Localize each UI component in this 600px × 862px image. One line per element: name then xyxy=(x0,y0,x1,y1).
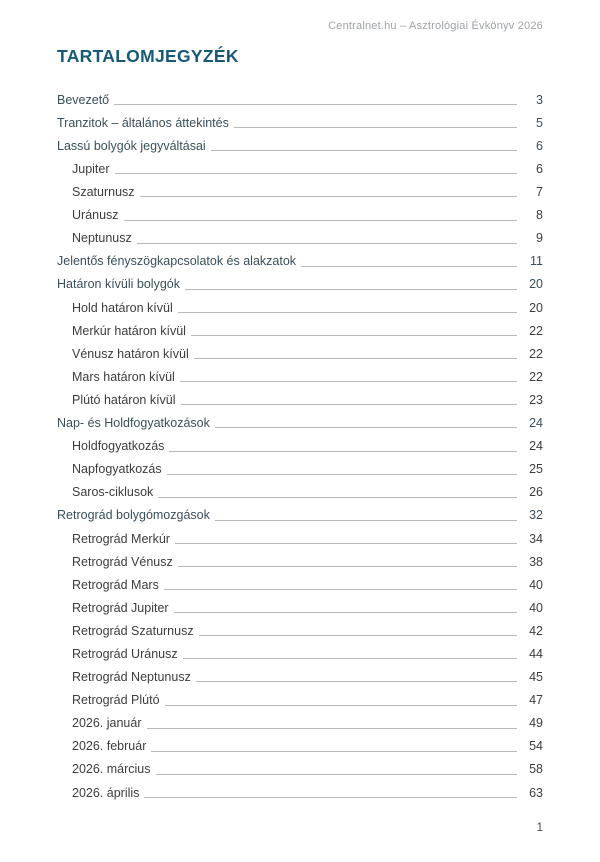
toc-page-number: 38 xyxy=(529,554,543,569)
toc-entry-label: Retrográd bolygómozgások xyxy=(57,508,210,523)
toc-leader-line xyxy=(180,381,517,382)
toc-page-number: 54 xyxy=(529,739,543,754)
toc-page-number: 22 xyxy=(529,346,543,361)
toc-entry-label: Nap- és Holdfogyatkozások xyxy=(57,416,210,431)
toc-entry[interactable] xyxy=(57,315,543,338)
toc-entry[interactable] xyxy=(57,684,543,707)
toc-leader-line xyxy=(196,681,517,682)
toc-page-number: 25 xyxy=(529,462,543,477)
toc-leader-line xyxy=(158,497,517,498)
toc-leader-line xyxy=(147,728,517,729)
running-header: Centralnet.hu – Asztrológiai Évkönyv 2026 xyxy=(328,20,543,32)
toc-entry[interactable] xyxy=(57,454,543,477)
toc-leader-line xyxy=(183,658,517,659)
toc-entry[interactable] xyxy=(57,223,543,246)
toc-entry[interactable] xyxy=(57,661,543,684)
toc-entry-label: 2026. január xyxy=(72,716,142,731)
toc-entry[interactable] xyxy=(57,777,543,800)
toc-entry[interactable] xyxy=(57,338,543,361)
page-number: 1 xyxy=(536,822,543,834)
toc-entry-label: Bevezető xyxy=(57,92,110,107)
toc-entry[interactable] xyxy=(57,708,543,731)
toc-entry-label: Retrográd Neptunusz xyxy=(72,670,191,685)
toc-entry-label: Retrográd Plútó xyxy=(72,693,160,708)
toc-entry-label: Jelentős fényszögkapcsolatok és alakzatok xyxy=(57,254,297,269)
toc-entry-label: Retrográd Mars xyxy=(72,577,159,592)
toc-leader-line xyxy=(178,566,517,567)
toc-entry[interactable] xyxy=(57,407,543,430)
toc-page-number: 8 xyxy=(536,208,543,223)
toc-entry[interactable] xyxy=(57,130,543,153)
toc-page-number: 20 xyxy=(529,277,543,292)
toc-page-number: 45 xyxy=(529,670,543,685)
toc-leader-line xyxy=(234,127,517,128)
toc-leader-line xyxy=(185,289,517,290)
toc-entry-label: Saros-ciklusok xyxy=(72,485,154,500)
toc-page-number: 22 xyxy=(529,323,543,338)
toc-entry-label: Merkúr határon kívül xyxy=(72,323,186,338)
toc-page-number: 3 xyxy=(536,92,543,107)
toc-entry[interactable] xyxy=(57,569,543,592)
toc-entry[interactable] xyxy=(57,500,543,523)
toc-leader-line xyxy=(140,196,517,197)
toc-page-number: 7 xyxy=(536,185,543,200)
toc-page-number: 6 xyxy=(536,162,543,176)
toc-entry[interactable] xyxy=(57,430,543,453)
toc-entry-label: Szaturnusz xyxy=(72,185,135,200)
toc-leader-line xyxy=(151,751,517,752)
toc-entry-label: Tranzitok – általános áttekintés xyxy=(57,115,229,130)
toc-entry[interactable] xyxy=(57,731,543,754)
toc-leader-line xyxy=(215,427,517,428)
toc-leader-line xyxy=(301,266,517,267)
toc-page-number: 26 xyxy=(529,485,543,500)
toc-entry[interactable] xyxy=(57,592,543,615)
toc-entry-label: 2026. március xyxy=(72,762,151,777)
toc-leader-line xyxy=(165,705,517,706)
toc-leader-line xyxy=(115,173,517,174)
toc-leader-line xyxy=(164,589,517,590)
toc-page-number: 40 xyxy=(529,600,543,615)
toc-leader-line xyxy=(178,312,517,313)
page-title: TARTALOMJEGYZÉK xyxy=(57,46,239,66)
toc-page-number: 6 xyxy=(536,138,543,153)
toc-entry[interactable] xyxy=(57,153,543,176)
toc-page-number: 40 xyxy=(529,577,543,592)
toc-page-number: 23 xyxy=(529,392,543,407)
toc-entry[interactable] xyxy=(57,176,543,199)
toc-entry-label: Retrográd Merkúr xyxy=(72,531,170,546)
toc-page-number: 5 xyxy=(536,115,543,130)
toc-entry-label: Napfogyatkozás xyxy=(72,462,162,477)
toc-entry-label: Retrográd Jupiter xyxy=(72,600,169,615)
toc-entry[interactable] xyxy=(57,107,543,130)
toc-entry-label: Hold határon kívül xyxy=(72,300,173,315)
toc-entry-label: Neptunusz xyxy=(72,231,132,246)
toc-entry-label: Uránusz xyxy=(72,208,119,223)
toc-entry-label: Retrográd Uránusz xyxy=(72,646,178,661)
toc-leader-line xyxy=(194,358,517,359)
toc-page-number: 34 xyxy=(529,531,543,546)
toc-entry[interactable] xyxy=(57,269,543,292)
toc-leader-line xyxy=(114,104,517,105)
toc-entry[interactable] xyxy=(57,361,543,384)
toc-entry[interactable] xyxy=(57,523,543,546)
toc-list xyxy=(57,84,543,800)
toc-leader-line xyxy=(215,520,517,521)
toc-page-number: 58 xyxy=(529,762,543,777)
toc-leader-line xyxy=(175,543,517,544)
toc-page-number: 24 xyxy=(529,416,543,431)
toc-page-number: 63 xyxy=(529,785,543,800)
toc-entry-label: Lassú bolygók jegyváltásai xyxy=(57,138,206,153)
toc-leader-line xyxy=(191,335,517,336)
toc-page-number: 24 xyxy=(529,439,543,454)
toc-entry[interactable] xyxy=(57,615,543,638)
toc-entry-label: Mars határon kívül xyxy=(72,369,175,384)
toc-entry[interactable] xyxy=(57,246,543,269)
toc-entry-label: 2026. április xyxy=(72,785,140,800)
toc-page-number: 9 xyxy=(536,231,543,246)
toc-leader-line xyxy=(169,451,517,452)
toc-entry-label: 2026. február xyxy=(72,739,147,754)
toc-page-number: 49 xyxy=(529,716,543,731)
toc-page-number: 32 xyxy=(529,508,543,523)
toc-page-number: 47 xyxy=(529,693,543,708)
toc-leader-line xyxy=(211,150,517,151)
toc-leader-line xyxy=(124,220,517,221)
toc-entry[interactable] xyxy=(57,84,543,107)
toc-entry-label: Holdfogyatkozás xyxy=(72,439,165,454)
toc-leader-line xyxy=(144,797,517,798)
toc-leader-line xyxy=(156,774,517,775)
toc-entry[interactable] xyxy=(57,477,543,500)
toc-entry[interactable] xyxy=(57,638,543,661)
toc-entry-label: Vénusz határon kívül xyxy=(72,346,189,361)
toc-page-number: 22 xyxy=(529,369,543,384)
toc-leader-line xyxy=(137,243,517,244)
toc-page-number: 42 xyxy=(529,623,543,638)
toc-page-number: 20 xyxy=(529,300,543,315)
toc-entry[interactable] xyxy=(57,546,543,569)
toc-leader-line xyxy=(199,635,517,636)
toc-entry-label: Retrográd Vénusz xyxy=(72,554,173,569)
toc-entry-label: Plútó határon kívül xyxy=(72,392,176,407)
toc-entry[interactable] xyxy=(57,199,543,222)
toc-page-number: 44 xyxy=(529,646,543,661)
toc-leader-line xyxy=(167,474,517,475)
toc-entry-label: Retrográd Szaturnusz xyxy=(72,623,194,638)
toc-entry[interactable] xyxy=(57,292,543,315)
toc-page-number: 11 xyxy=(530,254,543,269)
toc-entry-label: Határon kívüli bolygók xyxy=(57,277,180,292)
toc-leader-line xyxy=(181,404,517,405)
toc-leader-line xyxy=(174,612,517,613)
toc-entry-label: Jupiter xyxy=(72,162,110,176)
toc-entry[interactable] xyxy=(57,754,543,777)
toc-entry[interactable] xyxy=(57,384,543,407)
